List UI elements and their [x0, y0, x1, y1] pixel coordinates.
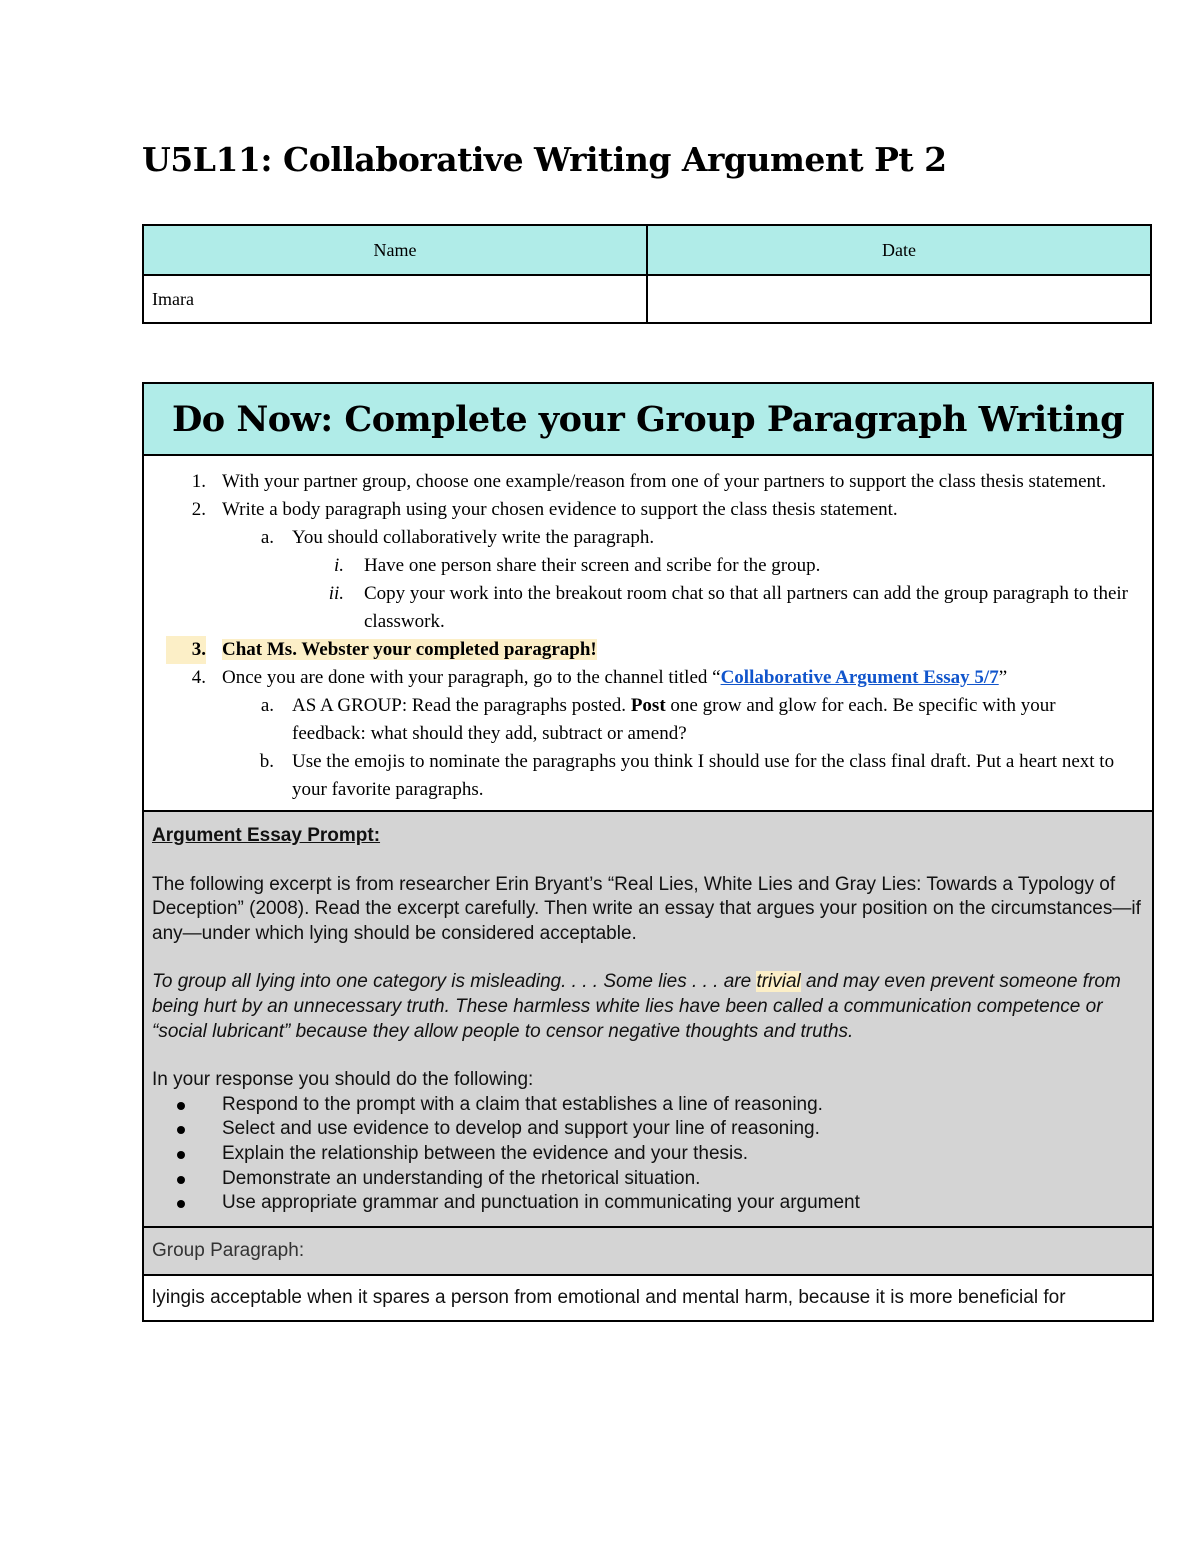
step-marker: 3.: [166, 636, 206, 664]
bullet-icon: [177, 1151, 185, 1159]
step-4a: [144, 692, 1132, 748]
step-2a-ii: [144, 580, 1132, 636]
step-2a: [144, 524, 1132, 552]
excerpt-highlight: trivial: [756, 971, 801, 993]
step-marker: a.: [260, 695, 274, 716]
step-text-end: ”: [998, 667, 1008, 688]
step-marker: 4.: [191, 667, 206, 688]
step-text: You should collaboratively write the paragraph.: [292, 527, 655, 548]
step-marker: 2.: [191, 499, 206, 520]
step-text: Have one person share their screen and scribe for the group.: [364, 555, 821, 576]
date-cell[interactable]: [647, 275, 1151, 323]
step-marker: 1.: [191, 471, 206, 492]
step-text: Once you are done with your paragraph, go to the channel titled “: [222, 667, 721, 688]
step-text: With your partner group, choose one example/reason from one of your partners to support the class thesis statement.: [222, 471, 1107, 492]
excerpt-text: To group all lying into one category is misleading. . . . Some lies . . . are: [152, 971, 757, 993]
step-1: [144, 468, 1132, 496]
list-item: Respond to the prompt with a claim that establishes a line of reasoning.: [152, 1093, 1144, 1118]
step-4b: [144, 748, 1132, 804]
group-paragraph-label: Group Paragraph:: [144, 1228, 1152, 1276]
essay-prompt-section: [144, 812, 1152, 1228]
step-marker: i.: [333, 555, 344, 576]
page-title: U5L11: Collaborative Writing Argument Pt 2: [142, 140, 947, 179]
bullet-icon: [177, 1126, 185, 1134]
step-text: Copy your work into the breakout room chat so that all partners can add the group paragraph to their classwork.: [364, 583, 1128, 632]
step-text: Write a body paragraph using your chosen evidence to support the class thesis statement.: [222, 499, 898, 520]
bullet-icon: [177, 1102, 185, 1110]
list-item: Demonstrate an understanding of the rhetorical situation.: [152, 1167, 1144, 1192]
step-2a-i: [144, 552, 1132, 580]
step-text: AS A GROUP: Read the paragraphs posted.: [292, 695, 631, 716]
step-marker: b.: [259, 751, 274, 772]
list-item: Use appropriate grammar and punctuation in communicating your argument: [152, 1191, 1144, 1216]
group-paragraph-text[interactable]: lyingis acceptable when it spares a person from emotional and mental harm, because it is more beneficial for: [152, 1286, 1066, 1308]
step-2: [144, 496, 1132, 524]
step-4: [144, 664, 1132, 692]
step-text-highlighted: Chat Ms. Webster your completed paragraph!: [222, 639, 597, 660]
step-3: [144, 636, 1132, 664]
step-text: Use the emojis to nominate the paragraphs you think I should use for the class final draft. Put a heart next to your favorite paragraphs.: [292, 751, 1115, 800]
prompt-intro: The following excerpt is from researcher Erin Bryant’s “Real Lies, White Lies and Gray Lies: Towards a Typology of Deception” (2008). Read the excerpt carefully. Then write an essay that argues your position on the circumstances—if any—under which lying should be considered acceptable.: [152, 873, 1141, 944]
step-marker: ii.: [328, 583, 344, 604]
step-text-end: one grow and glow for each. Be specific with your feedback: what should they add, subtract or amend?: [292, 695, 1056, 744]
instructions-list: [144, 456, 1152, 812]
bullet-icon: [177, 1200, 185, 1208]
excerpt-text-end: and may even prevent someone from being hurt by an unnecessary truth. These harmless white lies have been called a communication competence or “social lubricant” because they allow people to censor negative thoughts and truths.: [152, 971, 1121, 1042]
step-marker: a.: [260, 527, 274, 548]
name-cell[interactable]: Imara: [143, 275, 647, 323]
list-item: Select and use evidence to develop and support your line of reasoning.: [152, 1117, 1144, 1142]
do-now-table: [142, 382, 1154, 1322]
name-date-table: [142, 224, 1152, 324]
requirements-list: [152, 1093, 1144, 1216]
list-item: Explain the relationship between the evidence and your thesis.: [152, 1142, 1144, 1167]
response-intro: In your response you should do the following:: [152, 1069, 534, 1091]
step-bold-word: Post: [630, 695, 666, 716]
bullet-icon: [177, 1176, 185, 1184]
channel-link[interactable]: Collaborative Argument Essay 5/7: [720, 667, 999, 688]
date-header: Date: [647, 225, 1151, 275]
do-now-heading: Do Now: Complete your Group Paragraph Writing: [144, 384, 1152, 456]
name-header: Name: [143, 225, 647, 275]
prompt-excerpt: [152, 970, 1144, 1044]
prompt-heading: Argument Essay Prompt:: [152, 825, 381, 846]
